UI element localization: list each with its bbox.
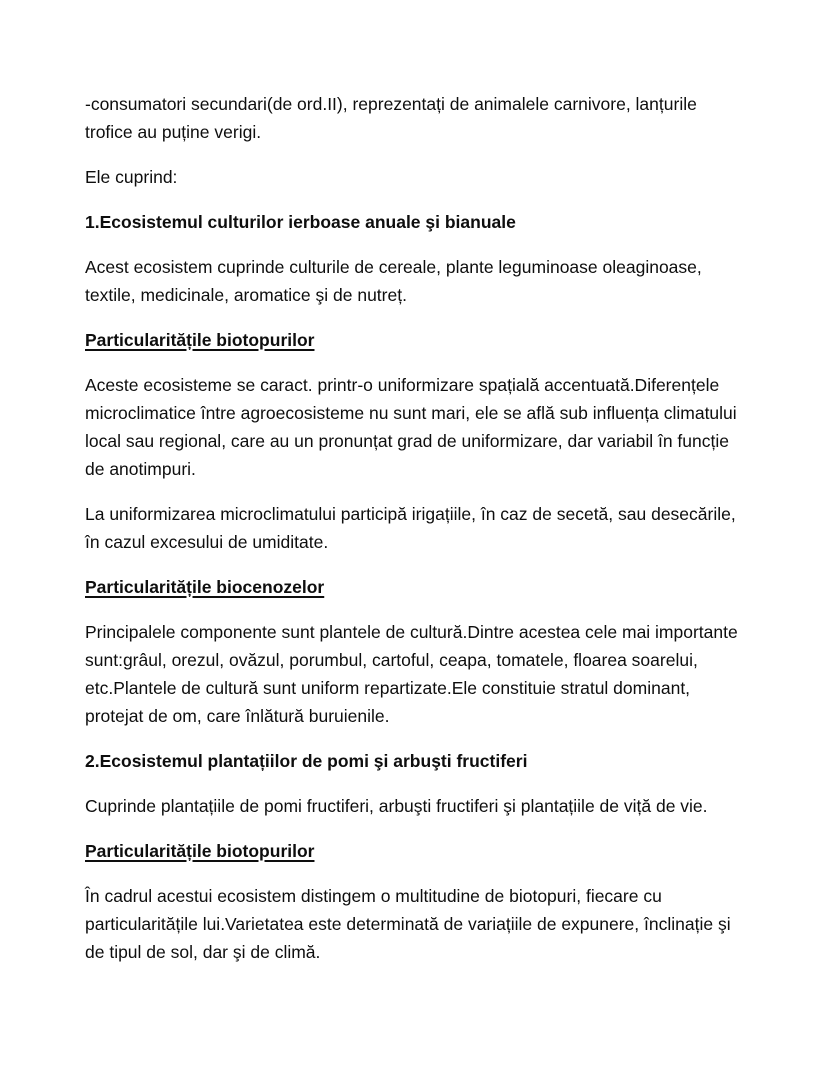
paragraph-cuprinde-plantatiile: Cuprinde plantațiile de pomi fructiferi, arbuşti fructiferi şi plantațiile de viță de vie. — [85, 796, 708, 816]
heading-wrap — [85, 837, 746, 882]
paragraph-aceste-ecosisteme: Aceste ecosisteme se caract. printr-o uniformizare spațială accentuată.Diferențele microclimatice între agroecosisteme nu sunt mari, ele se află sub influența climatului local sau regional, care au un pronunțat grad de uniformizare, dar variabil în funcție de anotimpuri. — [85, 375, 737, 479]
heading-wrap — [85, 326, 746, 371]
paragraph-in-cadrul-acestui: În cadrul acestui ecosistem distingem o multitudine de biotopuri, fiecare cu particularitățile lui.Varietatea este determinată de variațiile de expunere, înclinație şi de tipul de sol, dar şi de climă. — [85, 886, 731, 962]
section-heading-ecosistemul-culturilor: 1.Ecosistemul culturilor ierboase anuale şi bianuale — [85, 212, 516, 232]
underlined-heading-particularitatile-biotopurilor-1: Particularitățile biotopurilor — [85, 330, 315, 350]
heading-wrap — [85, 573, 746, 618]
paragraph-la-uniformizarea: La uniformizarea microclimatului participă irigațiile, în caz de secetă, sau desecările, în cazul excesului de umiditate. — [85, 504, 736, 552]
paragraph-ele-cuprind: Ele cuprind: — [85, 167, 178, 187]
underlined-heading-particularitatile-biocenozelor: Particularitățile biocenozelor — [85, 577, 325, 597]
underlined-heading-particularitatile-biotopurilor-2: Particularitățile biotopurilor — [85, 841, 315, 861]
section-heading-ecosistemul-plantatiilor: 2.Ecosistemul plantațiilor de pomi şi arbuşti fructiferi — [85, 751, 528, 771]
paragraph-acest-ecosistem: Acest ecosistem cuprinde culturile de cereale, plante leguminoase oleaginoase, textile, medicinale, aromatice şi de nutreț. — [85, 257, 702, 305]
paragraph-principalele-componente: Principalele componente sunt plantele de cultură.Dintre acestea cele mai importante sunt:grâul, orezul, ovăzul, porumbul, cartoful, ceapa, tomatele, floarea soarelui, etc.Plantele de cultură sunt uniform repartizate.Ele constituie stratul dominant, protejat de om, care înlătură buruienile. — [85, 622, 738, 726]
paragraph-consumatori-secundari: -consumatori secundari(de ord.II), reprezentați de animalele carnivore, lanțurile trofice au puține verigi. — [85, 94, 697, 142]
